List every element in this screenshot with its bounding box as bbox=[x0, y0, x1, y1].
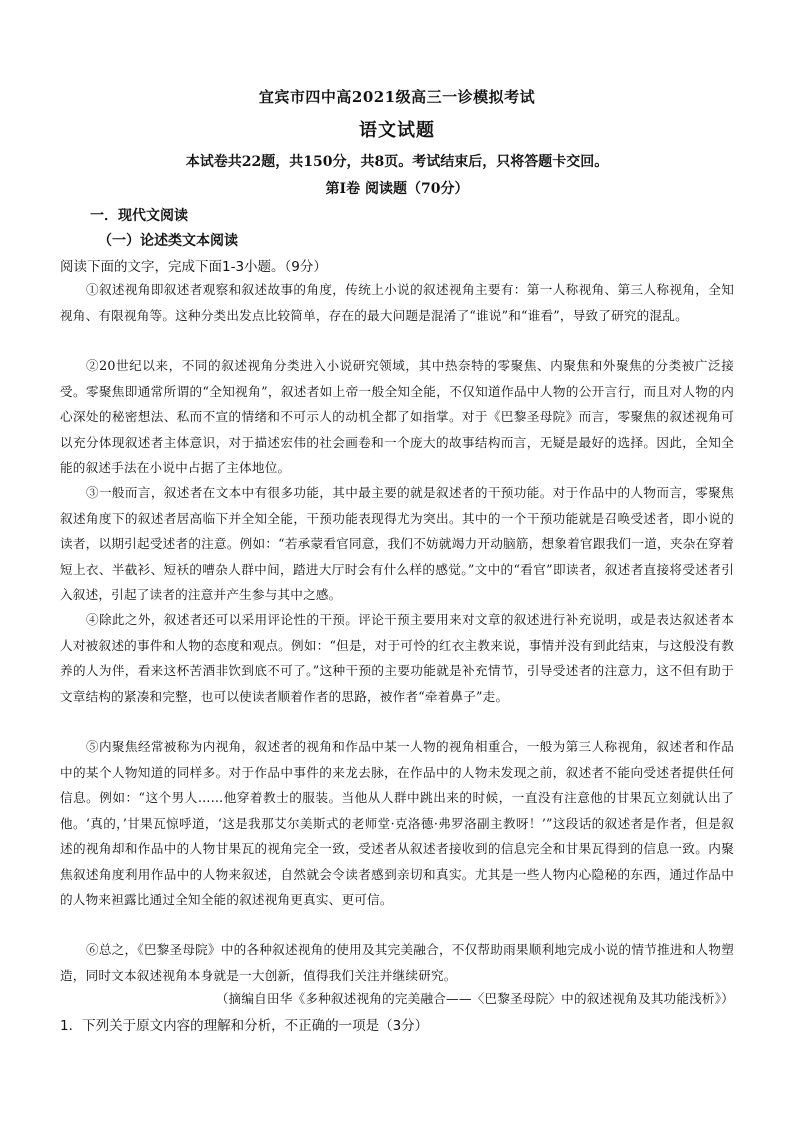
paragraph-5: ⑤内聚焦经常被称为内视角，叙述者的视角和作品中某一人物的视角相重合，一般为第三人称视角，叙述者和作品中的某个人物知道的同样多。对于作品中事件的来龙去脉，在作品中的人物未发现之前，叙述者不能向受述者提供任何信息。例如：“这个男人……他穿着教士的服装。当他从人群中跳出来的时候，一直没有注意他的甘果瓦立刻就认出了他。‘真的，’甘果瓦惊呼道，‘这是我那艾尔美斯式的老师堂·克洛德·弗罗洛副主教呀！’”这段话的叙述者是作者，但是叙述的视角却和作品中的人物甘果瓦的视角完全一致，受述者从叙述者接收到的信息完全和甘果瓦得到的信息一致。内聚焦叙述角度利用作品中的人物来叙述，自然就会令读者感到亲切和真实。尤其是一些人物内心隐秘的东西，通过作品中的人物来袒露比通过全知全能的叙述视角更真实、更可信。 bbox=[60, 739, 734, 907]
school-exam-title: 宜宾市四中高2021级高三一诊模拟考试 bbox=[258, 88, 536, 106]
source-citation: （摘编自田华《多种叙述视角的完美融合——〈巴黎圣母院〉中的叙述视角及其功能浅析》） bbox=[215, 991, 734, 1006]
subject-title: 语文试题 bbox=[359, 120, 435, 141]
exam-instructions: 本试卷共22题，共150分，共8页。考试结束后，只将答题卡交回。 bbox=[185, 154, 609, 170]
paragraph-6: ⑥总之，《巴黎圣母院》中的各种叙述视角的使用及其完美融合，不仅帮助雨果顺利地完成小说的情节推进和人物塑造，同时文本叙述视角本身就是一大创新，值得我们关注并继续研究。 bbox=[60, 942, 734, 983]
paragraph-3: ③一般而言，叙述者在文本中有很多功能，其中最主要的就是叙述者的干预功能。对于作品中的人物而言，零聚焦叙述角度下的叙述者居高临下并全知全能，干预功能表现得尤为突出。其中的一个干预功能就是召唤受述者，即小说的读者，以期引起受述者的注意。例如：“若承蒙看官同意，我们不妨就竭力开动脑筋，想象着官跟我们一道，夹杂在穿着短上衣、半截衫、短袄的嘈杂人群中间，踏进大厅时会有什么样的感觉。”文中的“看官”即读者，叙述者直接将受述者引入叙述，引起了读者的注意并产生参与其中之感。 bbox=[60, 485, 734, 602]
part-heading: 一．现代文阅读 bbox=[90, 208, 188, 224]
question-1: 1．下列关于原文内容的理解和分析，不正确的一项是（3分） bbox=[60, 1018, 429, 1034]
reading-direction: 阅读下面的文字，完成下面1-3小题。（9分） bbox=[60, 259, 327, 275]
section-title: 第Ⅰ卷 阅读题（70分） bbox=[325, 181, 469, 197]
paragraph-1: ①叙述视角即叙述者观察和叙述故事的角度，传统上小说的叙述视角主要有：第一人称视角、第三人称视角，全知视角、有限视角等。这种分类出发点比较简单，存在的最大问题是混淆了“谁说”和“谁看”，导致了研究的混乱。 bbox=[60, 282, 734, 323]
paragraph-2: ②20世纪以来，不同的叙述视角分类进入小说研究领域，其中热奈特的零聚焦、内聚焦和外聚焦的分类被广泛接受。零聚焦即通常所谓的“全知视角”，叙述者如上帝一般全知全能，不仅知道作品中人物的公开言行，而且对人物的内心深处的秘密想法、私而不宣的情绪和不可示人的动机全都了如指掌。对于《巴黎圣母院》而言，零聚焦的叙述视角可以充分体现叙述者主体意识，对于描述宏伟的社会画卷和一个庞大的故事结构而言，无疑是最好的选择。因此，全知全能的叙述手法在小说中占据了主体地位。 bbox=[60, 358, 734, 475]
sub-heading: （一）论述类文本阅读 bbox=[98, 233, 238, 249]
paragraph-4: ④除此之外，叙述者还可以采用评论性的干预。评论干预主要用来对文章的叙述进行补充说明，或是表达叙述者本人对被叙述的事件和人物的态度和观点。例如：“但是，对于可怜的红衣主教来说，事情并没有到此结束，与这般没有教养的人为伴，看来这杯苦酒非饮到底不可了。”这种干预的主要功能就是补充情节，引导受述者的注意力，这不但有助于文章结构的紧凑和完整，也可以使读者顺着作者的思路，被作者“牵着鼻子”走。 bbox=[60, 612, 734, 704]
